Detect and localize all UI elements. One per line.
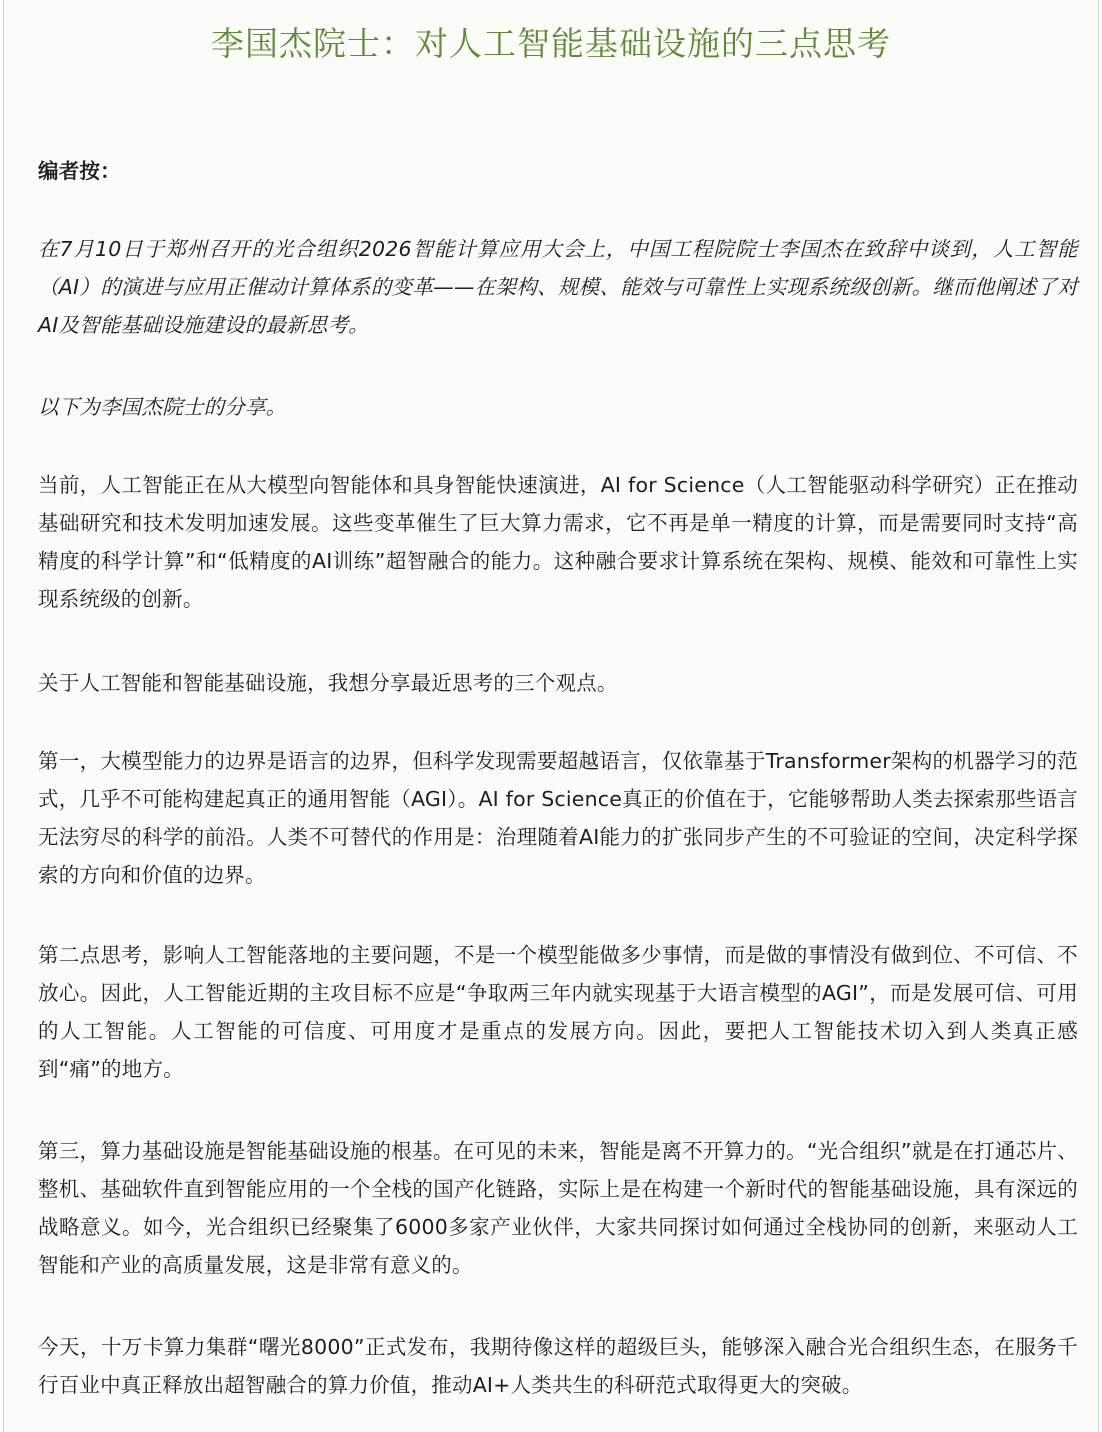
article-title: 李国杰院士：对人工智能基础设施的三点思考 [211,24,891,63]
intro-line: 以下为李国杰院士的分享。 [38,395,287,419]
editor-note: 在7月10日于郑州召开的光合组织2026智能计算应用大会上，中国工程院院士李国杰在致辞中谈到，人工智能（AI）的演进与应用正催动计算体系的变革——在架构、规模、能效与可靠性上实现系统级创新。继而他阐述了对AI及智能基础设施建设的最新思考。 [38,237,1078,337]
paragraph-point-one: 第一，大模型能力的边界是语言的边界，但科学发现需要超越语言，仅依靠基于Transformer架构的机器学习的范式，几乎不可能构建起真正的通用智能（AGI）。AI for Science真正的价值在于，它能够帮助人类去探索那些语言无法穷尽的科学的前沿。人类不可替代的作用是：治理随着AI能力的扩张同步产生的不可验证的空间，决定科学探索的方向和价值的边界。 [38,749,1078,887]
paragraph-point-two: 第二点思考，影响人工智能落地的主要问题，不是一个模型能做多少事情，而是做的事情没有做到位、不可信、不放心。因此，人工智能近期的主攻目标不应是“争取两三年内就实现基于大语言模型的AGI”，而是发展可信、可用的人工智能。人工智能的可信度、可用度才是重点的发展方向。因此，要把人工智能技术切入到人类真正感到“痛”的地方。 [38,943,1078,1081]
editor-note-label: 编者按： [38,159,121,183]
paragraph-closing: 今天，十万卡算力集群“曙光8000”正式发布，我期待像这样的超级巨头，能够深入融合光合组织生态，在服务千行百业中真正释放出超智融合的算力价值，推动AI+人类共生的科研范式取得更大的突破。 [38,1335,1078,1397]
paragraph-point-three: 第三，算力基础设施是智能基础设施的根基。在可见的未来，智能是离不开算力的。“光合组织”就是在打通芯片、整机、基础软件直到智能应用的一个全栈的国产化链路，实际上是在构建一个新时代的智能基础设施，具有深远的战略意义。如今，光合组织已经聚集了6000多家产业伙伴，大家共同探讨如何通过全栈协同的创新，来驱动人工智能和产业的高质量发展，这是非常有意义的。 [38,1139,1078,1277]
paragraph-context: 当前，人工智能正在从大模型向智能体和具身智能快速演进，AI for Science（人工智能驱动科学研究）正在推动基础研究和技术发明加速发展。这些变革催生了巨大算力需求，它不再是单一精度的计算，而是需要同时支持“高精度的科学计算”和“低精度的AI训练”超智融合的能力。这种融合要求计算系统在架构、规模、能效和可靠性上实现系统级的创新。 [38,473,1078,611]
article-page [3,0,1099,1432]
paragraph-overview: 关于人工智能和智能基础设施，我想分享最近思考的三个观点。 [38,671,618,695]
